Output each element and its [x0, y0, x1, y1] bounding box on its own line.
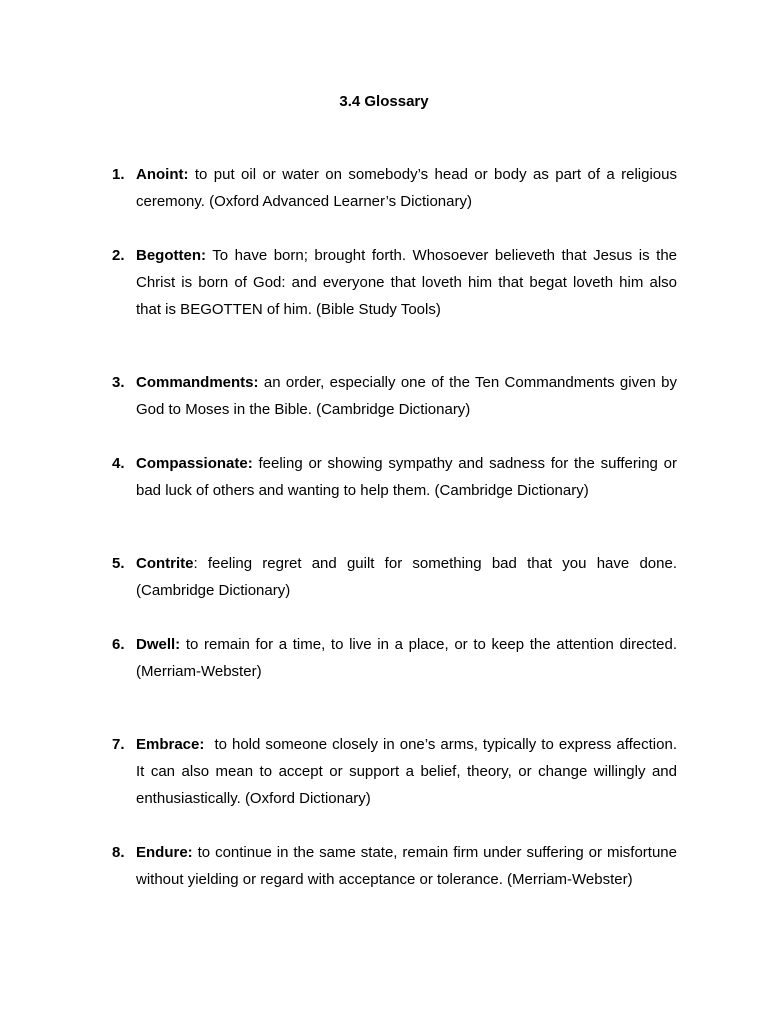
entry-term: Anoint: — [136, 166, 189, 183]
glossary-entry-dwell — [112, 631, 677, 685]
entry-definition: to hold someone closely in one’s arms, typically to express affection. It can also mean to accept or support a belief, theory, or change willingly and enthusiastically. (Oxford Dictionary) — [136, 736, 682, 807]
entry-number: 3. — [112, 374, 125, 391]
entry-definition: to put oil or water on somebody’s head or body as part of a religious ceremony. (Oxford Advanced Learner’s Dictionary) — [136, 166, 677, 210]
entry-number: 1. — [112, 166, 125, 183]
entry-term: Endure: — [136, 844, 193, 861]
glossary-entry-endure — [112, 839, 677, 893]
entry-term: Compassionate: — [136, 455, 253, 472]
entry-term: Dwell: — [136, 636, 181, 653]
entry-term: Commandments: — [136, 374, 259, 391]
entry-term: Begotten: — [136, 247, 206, 264]
entry-number: 2. — [112, 247, 125, 264]
entry-number: 4. — [112, 455, 125, 472]
entry-definition: feeling or showing sympathy and sadness for the suffering or bad luck of others and wanting to help them. (Cambridge Dictionary) — [136, 455, 677, 499]
page-title: 3.4 Glossary — [339, 93, 429, 110]
entry-term: Embrace: — [136, 736, 205, 753]
glossary-entry-contrite — [112, 550, 677, 604]
glossary-entry-anoint — [112, 161, 677, 215]
glossary-entry-compassionate — [112, 450, 677, 504]
entry-definition: to continue in the same state, remain firm under suffering or misfortune without yielding or regard with acceptance or tolerance. (Merriam-Webster) — [136, 844, 677, 888]
entry-definition: to remain for a time, to live in a place, or to keep the attention directed. (Merriam-Webster) — [136, 636, 677, 680]
entry-number: 6. — [112, 636, 125, 653]
entry-number: 5. — [112, 555, 125, 572]
entry-definition: To have born; brought forth. Whosoever believeth that Jesus is the Christ is born of God: and everyone that loveth him that begat loveth him also that is BEGOTTEN of him. (Bible Study Tools) — [136, 247, 677, 318]
entry-definition: : feeling regret and guilt for something bad that you have done. (Cambridge Dictionary) — [136, 555, 677, 599]
glossary-entry-embrace — [112, 731, 682, 812]
entry-term: Contrite — [136, 555, 194, 572]
glossary-entry-commandments — [112, 369, 677, 423]
entry-definition: an order, especially one of the Ten Commandments given by God to Moses in the Bible. (Cambridge Dictionary) — [136, 374, 677, 418]
glossary-entry-begotten — [112, 242, 677, 323]
entry-number: 8. — [112, 844, 125, 861]
entry-number: 7. — [112, 736, 125, 753]
